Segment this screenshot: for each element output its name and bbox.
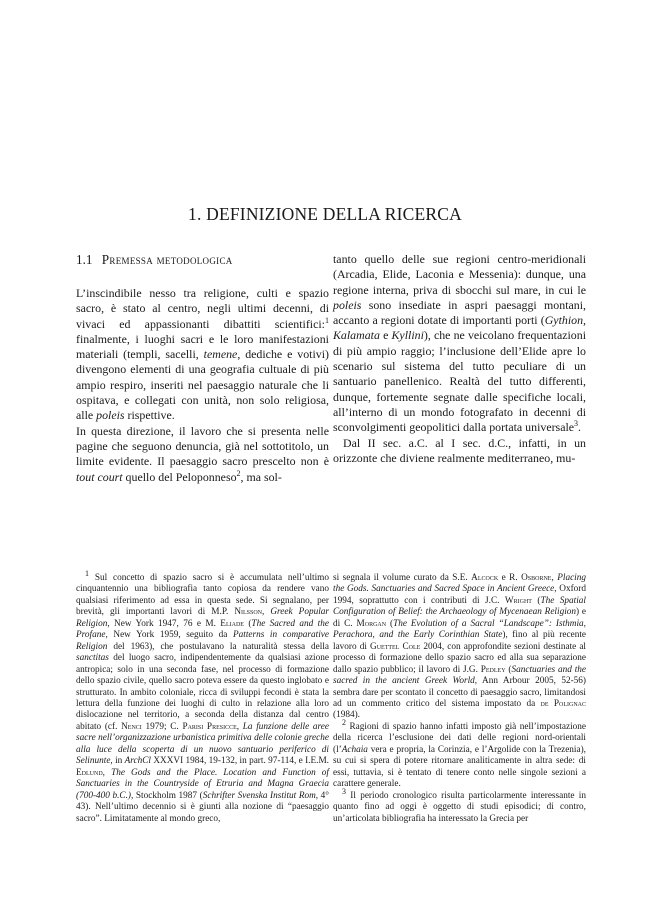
body-text-left: [76, 286, 329, 485]
footnote-ref[interactable]: 1: [325, 315, 329, 325]
footnote-marker: 1: [85, 568, 89, 578]
body-text-right: [333, 252, 586, 466]
footnotes-right: [333, 573, 586, 825]
footnote-ref[interactable]: 2: [236, 468, 241, 478]
chapter-title: 1. DEFINIZIONE DELLA RICERCA: [188, 204, 462, 224]
paragraph: tanto quello delle sue regioni centro-meridionali (Arcadia, Elide, Laconia e Messenia): dunque, una regione interna, priva di sbocchi sul mare, in cui le poleis sono insediate in aspri paesaggi montani, accanto a regioni dotate di importanti porti (Gythion, Kalamata e Kyllini), che ne veicolano frequentazioni di più ampio raggio; l’inclusione dell’Elide apre lo scenario sul sistema del tutto peculiare di un santuario panellenico. Realtà del tutto differenti, dunque, fortemente segnate dalle specifiche locali, all’interno di un mondo fotografato in decenni di sconvolgimenti geopolitici dalla portata universale$^3$.: [333, 252, 586, 435]
footnote: $^1$ Sul concetto di spazio sacro si è accumulata nell’ultimo cinquantennio una bibliografia tanto copiosa da rendere vano qualsiasi riferimento ad essa in questa sede. Si segnalano, per brevità, gli importanti lavori di M.P. Nilsson, Greek Popular Religion, New York 1947, 76 e M. Eliade (The Sacred and the Profane, New York 1959, seguito da Patterns in comparative Religion del 1963), che postulavano la naturalità stessa della sanctitas del luogo sacro, indipendentemente da qualsiasi azione antropica; solo in una seconda fase, nel processo di formazione dello spazio civile, quello sacro poteva essere da questo inglobato e strutturato. In ambito coloniale, ricca di sviluppi fecondi è stata la lettura della funzione dei luoghi di culto in relazione alla loro dislocazione nel territorio, a seconda della distanza dal centro abitato (cf. Nenci 1979; C. Parisi Presicce, La funzione delle aree sacre nell’organizzazione urbanistica primitiva delle colonie greche alla luce della scoperta di un nuovo santuario periferico di Selinunte, in ArchCl XXXVI 1984, 19-132, in part. 97-114, e I.E.M. Edlund, The Gods and the Place. Location and Function of Sanctuaries in the Countryside of Etruria and Magna Graecia (700-400 b.C.), Stockholm 1987 (Schrifter Svenska Institut Rom, 4° 43). Nell’ultimo decennio si è giunti alla nozione di “paesaggio sacro”. Limitatamente al mondo greco,: [76, 568, 330, 824]
footnote-marker: 3: [342, 786, 346, 796]
paragraph: L’inscindibile nesso tra religione, culti e spazio sacro, è stato al centro, negli ultimi decenni, di vivaci ed appassionanti dibattiti scientifici:$^1$ finalmente, i luoghi sacri e le loro manifestazioni materiali (templi, sacelli, temene, dediche e votivi) divengono elementi di una geografia cultuale di più ampio respiro, inseriti nel paesaggio naturale che li ospitava, e collegati con unità, non solo religiosa, alle poleis rispettive.: [76, 286, 329, 423]
footnote-ref[interactable]: 3: [574, 419, 579, 429]
footnote: $^3$ Il periodo cronologico risulta particolarmente interessante in quanto fino ad oggi è oggetto di studi episodici; di contro, un’articolata bibliografia ha interessato la Grecia per: [333, 786, 586, 824]
footnote: si segnala il volume curato da S.E. Alcock e R. Osborne, Placing the Gods. Sanctuaries and Sacred Space in Ancient Greece, Oxford 1994, soprattutto con i contributi di J.C. Wright (The Spatial Configuration of Belief: the Archaeology of Mycenaean Religion) e di C. Morgan (The Evolution of a Sacral “Landscape”: Isthmia, Perachora, and the Early Corinthian State), fino al più recente lavoro di Guettel Cole 2004, con approfondite sezioni destinate al processo di formazione dello spazio sacro ed alla sua separazione dallo spazio pubblico; il lavoro di J.G. Pedley (Sanctuaries and the sacred in the ancient Greek World, Ann Arbour 2005, 52-56) sembra dare per scontato il concetto di paesaggio sacro, limitandosi ad un commento critico del sistema impostato da de Polignac (1984).: [333, 573, 587, 721]
footnote-marker: 2: [342, 717, 346, 727]
body-column-left: [76, 252, 329, 485]
footnote: $^2$ Ragioni di spazio hanno infatti imposto già nell’impostazione della ricerca l’esclusione dei dati delle regioni nord-orientali (l’Achaia vera e propria, la Corinzia, e l’Argolide con la Trezenia), su cui si spera di potere ritornare analiticamente in altra sede: di essi, tuttavia, si è tentato di tenere conto nelle singole sezioni a carattere generale.: [333, 717, 586, 790]
section-number: 1.1: [76, 252, 93, 267]
paragraph: In questa direzione, il lavoro che si presenta nelle pagine che seguono denuncia, già nel sottotitolo, un limite evidente. Il paesaggio sacro prescelto non è tout court quello del Peloponneso$^2$, ma sol-: [76, 423, 329, 484]
section-title: Premessa metodologica: [101, 252, 233, 267]
body-column-right: [333, 252, 586, 466]
section-heading: [76, 252, 329, 268]
footnotes-left: [76, 568, 330, 825]
paragraph: Dal II sec. a.C. al I sec. d.C., infatti, in un orizzonte che diviene realmente mediterraneo, mu-: [333, 435, 586, 465]
